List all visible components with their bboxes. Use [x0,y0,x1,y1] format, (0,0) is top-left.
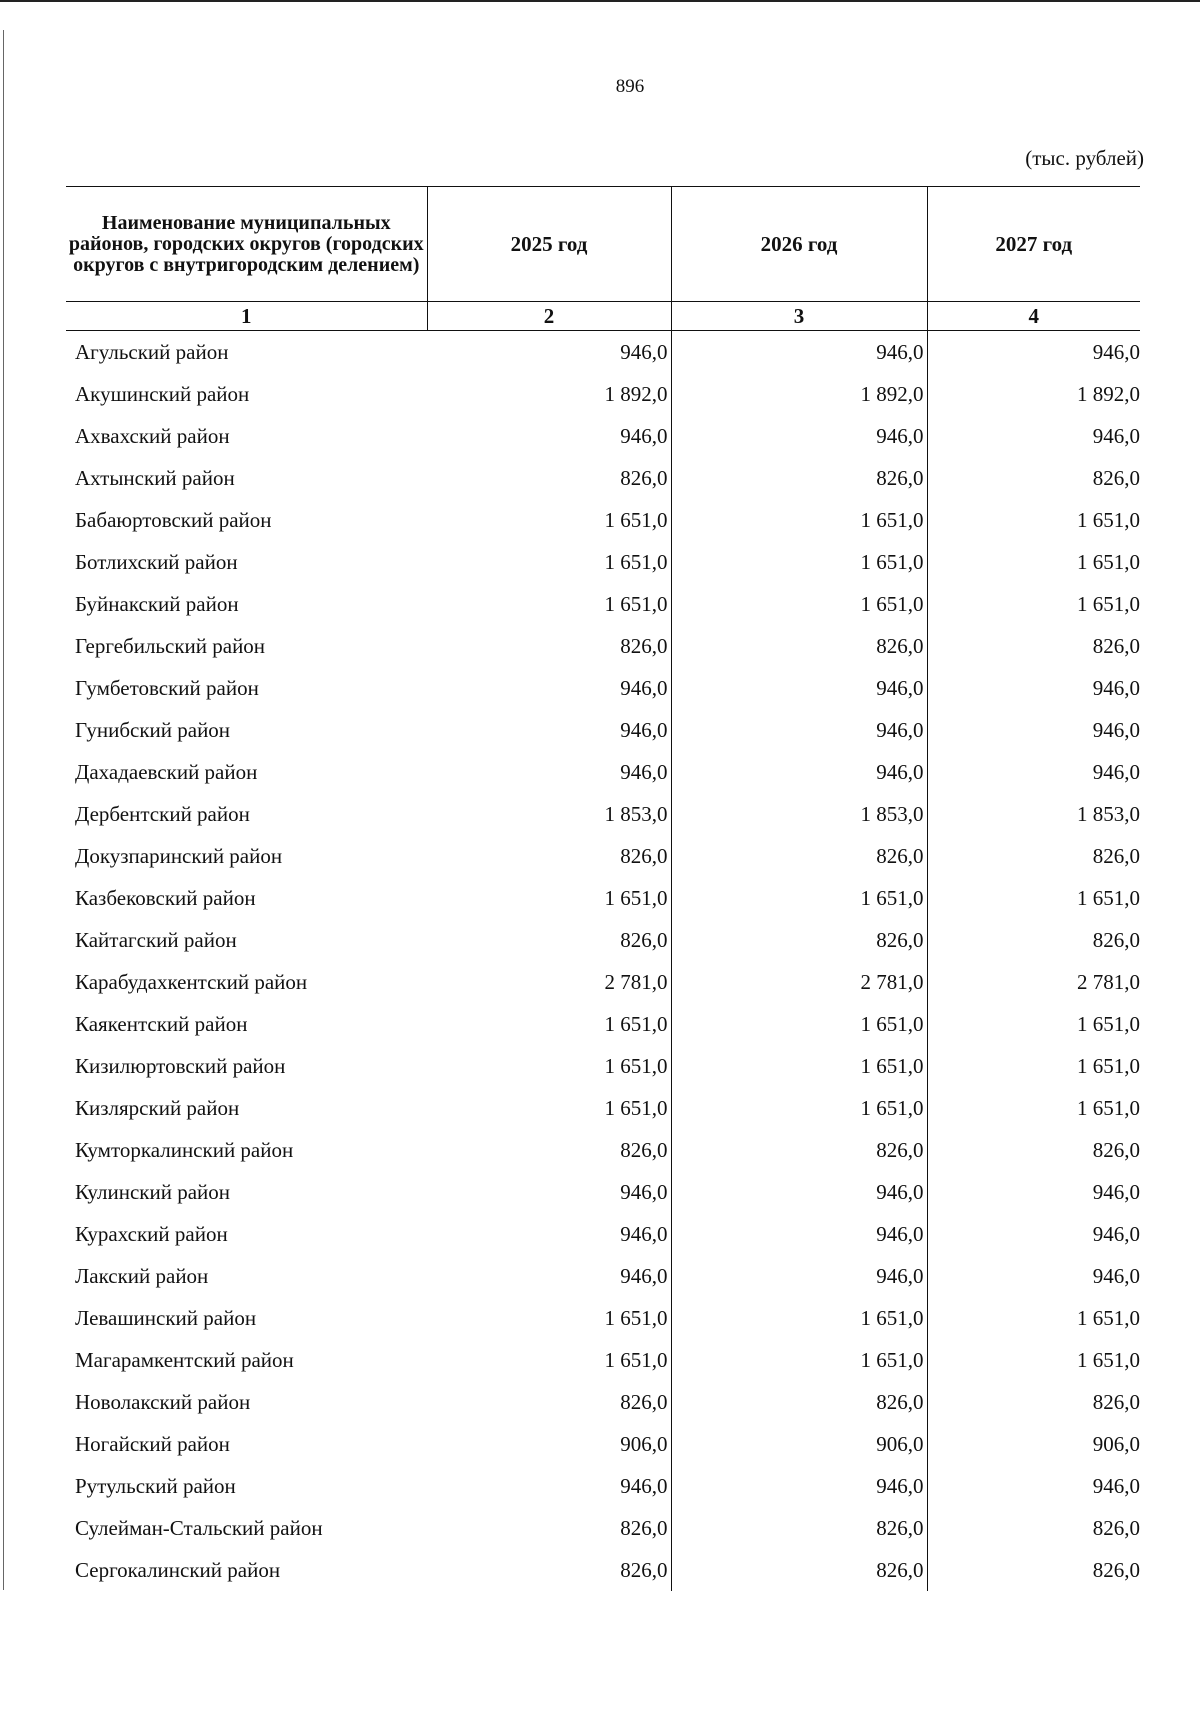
value-2026: 1 651,0 [671,1045,927,1087]
municipality-name: Кумторкалинский район [75,1137,294,1162]
value-2026: 1 853,0 [671,793,927,835]
value-2027: 1 892,0 [1077,381,1140,406]
municipality-name: Магарамкентский район [75,1347,294,1372]
value-2027: 2 781,0 [1077,969,1140,994]
municipality-name: Ботлихский район [75,549,238,574]
municipality-name: Буйнакский район [75,591,239,616]
value-2027: 946,0 [1092,1263,1140,1288]
value-2025: 826,0 [427,835,671,877]
column-number: 2 [427,302,671,331]
value-2026: 906,0 [671,1423,927,1465]
page-left-edge [3,30,4,1590]
municipality-name: Акушинский район [75,381,250,406]
value-2027: 946,0 [1092,675,1140,700]
value-2025: 946,0 [427,751,671,793]
allocation-table [66,186,1140,1591]
value-2025: 1 651,0 [427,1297,671,1339]
table-row [66,583,1140,625]
table-row [66,961,1140,1003]
value-2027: 826,0 [1092,1557,1140,1582]
table-row [66,793,1140,835]
municipality-name: Гунибский район [75,717,231,742]
value-2027: 826,0 [1092,633,1140,658]
value-2027: 1 651,0 [1077,1095,1140,1120]
value-2026: 826,0 [671,1129,927,1171]
value-2025: 2 781,0 [427,961,671,1003]
value-2025: 946,0 [427,667,671,709]
municipality-name: Ногайский район [75,1431,230,1456]
value-2025: 1 651,0 [427,1045,671,1087]
value-2026: 946,0 [671,1255,927,1297]
municipality-name: Курахский район [75,1221,228,1246]
value-2025: 946,0 [427,415,671,457]
value-2026: 2 781,0 [671,961,927,1003]
table-row [66,1423,1140,1465]
municipality-name: Казбековский район [75,885,256,910]
value-2026: 946,0 [671,1171,927,1213]
value-2026: 1 651,0 [671,877,927,919]
value-2027: 946,0 [1092,1221,1140,1246]
municipality-name: Агульский район [75,339,229,364]
value-2026: 1 651,0 [671,541,927,583]
municipality-name: Кулинский район [75,1179,231,1204]
value-2026: 946,0 [671,415,927,457]
value-2026: 826,0 [671,1549,927,1591]
value-2026: 1 892,0 [671,373,927,415]
value-2026: 946,0 [671,667,927,709]
municipality-name: Дахадаевский район [75,759,258,784]
value-2025: 1 892,0 [427,373,671,415]
table-row [66,919,1140,961]
table-row [66,373,1140,415]
value-2026: 946,0 [671,709,927,751]
table-row [66,1549,1140,1591]
value-2027: 946,0 [1092,717,1140,742]
value-2025: 946,0 [427,331,671,374]
value-2027: 946,0 [1092,1179,1140,1204]
value-2025: 1 651,0 [427,499,671,541]
header-municipality-name: Наименование муниципальных районов, городских округов (городских округов с внутригородским делением) [66,187,427,302]
value-2025: 1 651,0 [427,1087,671,1129]
municipality-name: Дербентский район [75,801,250,826]
table-row [66,667,1140,709]
header-year-2025: 2025 год [427,187,671,302]
municipality-name: Кизлярский район [75,1095,240,1120]
value-2025: 826,0 [427,1381,671,1423]
value-2027: 826,0 [1092,1137,1140,1162]
value-2026: 1 651,0 [671,1297,927,1339]
value-2026: 1 651,0 [671,1003,927,1045]
value-2025: 826,0 [427,1549,671,1591]
value-2027: 946,0 [1092,423,1140,448]
table-row [66,1255,1140,1297]
table-row [66,877,1140,919]
value-2026: 1 651,0 [671,1087,927,1129]
column-number: 4 [927,302,1140,331]
value-2026: 826,0 [671,919,927,961]
value-2027: 826,0 [1092,843,1140,868]
value-2027: 826,0 [1092,465,1140,490]
value-2027: 906,0 [1092,1431,1140,1456]
value-2027: 826,0 [1092,1389,1140,1414]
header-year-2026: 2026 год [671,187,927,302]
municipality-name: Кайтагский район [75,927,237,952]
value-2027: 1 651,0 [1077,507,1140,532]
column-number-row [66,302,1140,331]
table-row [66,457,1140,499]
value-2025: 946,0 [427,1213,671,1255]
table-row [66,709,1140,751]
value-2025: 826,0 [427,625,671,667]
municipality-name: Карабудахкентский район [75,969,308,994]
table-row [66,541,1140,583]
column-number: 1 [66,302,427,331]
municipality-name: Бабаюртовский район [75,507,272,532]
value-2027: 1 651,0 [1077,1053,1140,1078]
municipality-name: Сулейман-Стальский район [75,1515,323,1540]
value-2026: 826,0 [671,625,927,667]
table-row [66,1507,1140,1549]
value-2027: 1 853,0 [1077,801,1140,826]
value-2027: 946,0 [1092,759,1140,784]
value-2025: 946,0 [427,1465,671,1507]
page-number: 896 [615,76,645,97]
table-row [66,1087,1140,1129]
value-2027: 1 651,0 [1077,1347,1140,1372]
value-2027: 1 651,0 [1077,591,1140,616]
value-2027: 826,0 [1092,927,1140,952]
table-row [66,751,1140,793]
table-row [66,331,1140,374]
municipality-name: Гергебильский район [75,633,266,658]
value-2026: 826,0 [671,1381,927,1423]
value-2027: 1 651,0 [1077,1305,1140,1330]
value-2025: 906,0 [427,1423,671,1465]
table-row [66,1213,1140,1255]
table-row [66,625,1140,667]
table-body [66,331,1140,1592]
municipality-name: Лакский район [75,1263,209,1288]
column-number: 3 [671,302,927,331]
municipality-name: Левашинский район [75,1305,257,1330]
table-row [66,1129,1140,1171]
value-2025: 946,0 [427,1171,671,1213]
municipality-name: Новолакский район [75,1389,251,1414]
municipality-name: Гумбетовский район [75,675,259,700]
header-year-2027: 2027 год [927,187,1140,302]
table-row [66,1381,1140,1423]
table-row [66,1003,1140,1045]
value-2027: 1 651,0 [1077,549,1140,574]
value-2026: 946,0 [671,1213,927,1255]
table-header-row [66,187,1140,302]
value-2027: 1 651,0 [1077,1011,1140,1036]
value-2025: 946,0 [427,1255,671,1297]
value-2025: 1 853,0 [427,793,671,835]
value-2025: 1 651,0 [427,1003,671,1045]
table-row [66,415,1140,457]
value-2026: 946,0 [671,331,927,374]
municipality-name: Кизилюртовский район [75,1053,286,1078]
value-2026: 826,0 [671,1507,927,1549]
municipality-name: Каякентский район [75,1011,248,1036]
value-2026: 946,0 [671,1465,927,1507]
table-row [66,1339,1140,1381]
value-2026: 826,0 [671,835,927,877]
value-2027: 1 651,0 [1077,885,1140,910]
table-row [66,499,1140,541]
units-note: (тыс. рублей) [1025,146,1144,170]
page-top-rule [0,0,1200,2]
table-row [66,1297,1140,1339]
value-2025: 946,0 [427,709,671,751]
value-2025: 1 651,0 [427,877,671,919]
table-row [66,1171,1140,1213]
value-2026: 1 651,0 [671,1339,927,1381]
value-2026: 826,0 [671,457,927,499]
municipality-name: Рутульский район [75,1473,236,1498]
municipality-name: Ахвахский район [75,423,230,448]
value-2025: 1 651,0 [427,1339,671,1381]
value-2025: 826,0 [427,919,671,961]
value-2025: 826,0 [427,1507,671,1549]
table-row [66,835,1140,877]
value-2027: 946,0 [1092,1473,1140,1498]
value-2026: 1 651,0 [671,583,927,625]
value-2025: 1 651,0 [427,583,671,625]
value-2026: 946,0 [671,751,927,793]
municipality-name: Докузпаринский район [75,843,283,868]
value-2026: 1 651,0 [671,499,927,541]
value-2025: 826,0 [427,457,671,499]
table-row [66,1465,1140,1507]
value-2025: 826,0 [427,1129,671,1171]
municipality-name: Ахтынский район [75,465,235,490]
value-2027: 946,0 [1092,339,1140,364]
value-2025: 1 651,0 [427,541,671,583]
municipality-name: Сергокалинский район [75,1557,281,1582]
table-row [66,1045,1140,1087]
value-2027: 826,0 [1092,1515,1140,1540]
